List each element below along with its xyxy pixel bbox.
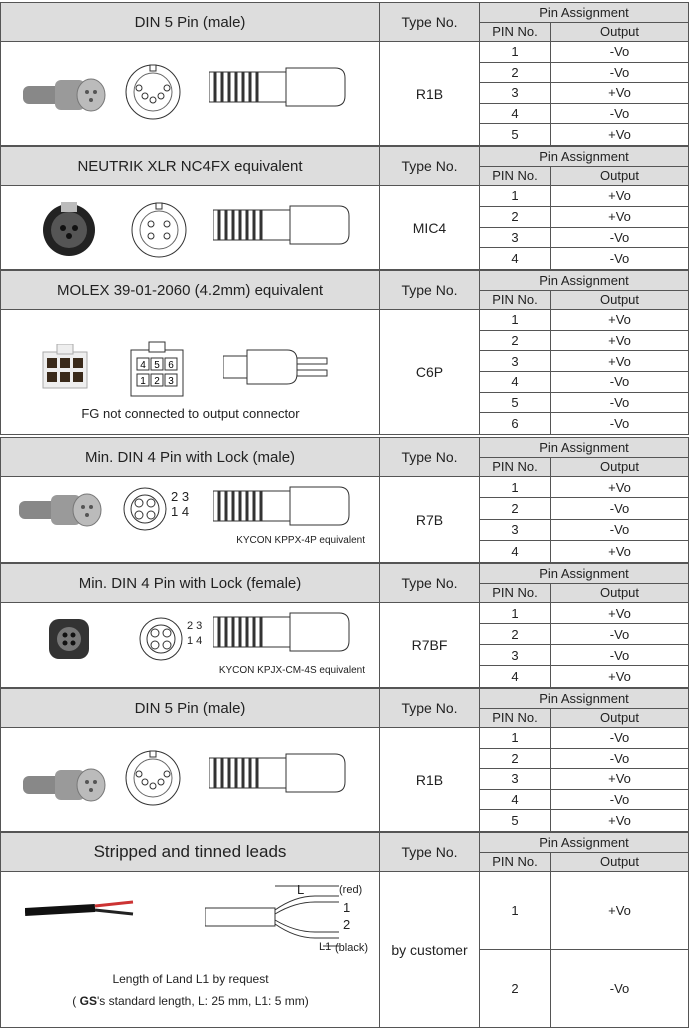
lead-label-L: L: [297, 882, 305, 897]
brand-mark: GS: [79, 994, 97, 1008]
pin-row: [480, 228, 688, 249]
pin-number: 2: [480, 331, 551, 351]
pin-number: 2: [480, 207, 551, 227]
pin-row: [480, 207, 688, 228]
pin-output: +Vo: [608, 669, 631, 684]
pin-output: -Vo: [609, 416, 630, 432]
pin-number: 3: [480, 769, 551, 789]
pin-no-header: PIN No.: [480, 853, 551, 872]
svg-text:2: 2: [154, 376, 160, 387]
pin-number: 1: [480, 728, 551, 748]
pin-row: [480, 63, 688, 84]
lead-label-L1: L1: [319, 941, 332, 953]
pin-number: 1: [480, 42, 551, 62]
pin-output: +Vo: [608, 332, 631, 348]
output-header: Output: [551, 584, 688, 603]
pin-row: [480, 520, 688, 541]
pin-output: +Vo: [608, 85, 631, 101]
pin-no-header: PIN No.: [480, 167, 551, 186]
pin-row: [480, 186, 688, 207]
pin-output: -Vo: [609, 980, 630, 996]
molex-section: [0, 270, 689, 435]
pin-output: +Vo: [608, 127, 631, 143]
svg-text:3: 3: [168, 376, 174, 387]
pin-number: 3: [480, 645, 551, 665]
pin-output: -Vo: [609, 64, 630, 80]
pin-output: -Vo: [609, 522, 630, 538]
pin-row: [480, 331, 688, 352]
mini-din4-female-section: [0, 563, 689, 688]
pin-output: -Vo: [609, 500, 630, 516]
lead-label-one: 1: [343, 900, 351, 915]
pin-output: -Vo: [609, 626, 630, 642]
output-header: Output: [551, 853, 688, 872]
type-no-header: Type No.: [380, 3, 480, 42]
pin-row: [480, 749, 688, 770]
type-no-value: R7B: [380, 477, 480, 562]
lead-note: Length of Land L1 by request: [112, 972, 269, 986]
pin-no-header: PIN No.: [480, 458, 551, 477]
pin-output: +Vo: [608, 543, 631, 559]
pin-no-header: PIN No.: [480, 291, 551, 310]
pin-row: [480, 810, 688, 831]
pin-number: 3: [480, 83, 551, 103]
svg-text:5: 5: [154, 360, 160, 371]
pin-no-header: PIN No.: [480, 584, 551, 603]
type-no-value: R7BF: [380, 603, 480, 687]
pin-output: -Vo: [609, 106, 630, 122]
pin-row: [480, 372, 688, 393]
pin-row: [480, 603, 688, 624]
svg-text:6: 6: [168, 360, 174, 371]
note-prefix: (: [72, 994, 80, 1008]
section-title: Min. DIN 4 Pin with Lock (female): [1, 564, 380, 603]
type-no-header: Type No.: [380, 147, 480, 186]
pin-assignment-header: Pin Assignment: [480, 147, 688, 167]
pin-number: 4: [480, 790, 551, 810]
pin-number: 1: [480, 310, 551, 330]
pin-number: 2: [480, 63, 551, 83]
pin-number: 3: [480, 520, 551, 540]
pin-row: [480, 728, 688, 749]
pin-row: [480, 104, 688, 125]
connector-note: FG not connected to output connector: [81, 406, 300, 421]
pin-number: 1: [480, 186, 551, 206]
pin-assignment-header: Pin Assignment: [480, 564, 688, 584]
pin-output: +Vo: [608, 813, 631, 829]
pin-number: 5: [480, 124, 551, 145]
connector-note: KYCON KPJX-CM-4S equivalent: [218, 665, 365, 676]
pin-output: -Vo: [609, 394, 630, 410]
pin-output: -Vo: [609, 792, 630, 808]
pin-number: 1: [480, 603, 551, 623]
section-title: NEUTRIK XLR NC4FX equivalent: [1, 147, 380, 186]
pin-number: 4: [480, 104, 551, 124]
pin-label-row: 1 4: [171, 504, 190, 519]
pin-rows: [1, 477, 688, 562]
pin-label-row: 2 3: [187, 620, 203, 632]
pin-number: 2: [480, 950, 551, 1028]
xlr-nc4fx-section: [0, 146, 689, 270]
pin-label-row: 1 4: [187, 635, 203, 647]
pin-output: +Vo: [608, 209, 631, 225]
type-no-header: Type No.: [380, 271, 480, 310]
pin-row: [480, 42, 688, 63]
section-title: MOLEX 39-01-2060 (4.2mm) equivalent: [1, 271, 380, 310]
pin-row: [480, 413, 688, 434]
output-header: Output: [551, 709, 688, 728]
pin-number: 3: [480, 228, 551, 248]
pin-output: -Vo: [609, 251, 630, 267]
pin-row: [480, 541, 688, 562]
type-no-header: Type No.: [380, 689, 480, 728]
pin-row: [480, 790, 688, 811]
pin-rows: [1, 186, 688, 269]
pin-row: [480, 666, 688, 687]
pin-output: -Vo: [609, 374, 630, 390]
pin-number: 4: [480, 372, 551, 392]
pin-output: +Vo: [608, 902, 631, 918]
pin-output: -Vo: [609, 730, 630, 746]
pin-row: [480, 393, 688, 414]
section-title: Stripped and tinned leads: [1, 833, 380, 872]
pin-number: 1: [480, 872, 551, 949]
svg-text:4: 4: [140, 360, 146, 371]
pin-output: -Vo: [609, 647, 630, 663]
type-no-header: Type No.: [380, 438, 480, 477]
connector-note: KYCON KPPX-4P equivalent: [236, 535, 365, 546]
pin-row: [480, 769, 688, 790]
section-title: DIN 5 Pin (male): [1, 689, 380, 728]
svg-text:1: 1: [140, 376, 146, 387]
pin-number: 5: [480, 810, 551, 831]
pin-row: [480, 248, 688, 269]
pin-output: +Vo: [608, 188, 631, 204]
pin-label-row: 2 3: [171, 489, 190, 504]
pin-output: -Vo: [609, 750, 630, 766]
pin-number: 3: [480, 351, 551, 371]
pin-row: [480, 83, 688, 104]
pin-rows: [1, 872, 688, 1027]
pin-row: [480, 950, 688, 1028]
pin-output: -Vo: [609, 44, 630, 60]
pin-row: [480, 477, 688, 498]
output-header: Output: [551, 458, 688, 477]
stripped-leads-section: [0, 832, 689, 1028]
pin-number: 5: [480, 393, 551, 413]
output-header: Output: [551, 23, 688, 42]
type-no-value: C6P: [380, 310, 480, 434]
pin-number: 2: [480, 624, 551, 644]
pin-output: +Vo: [608, 605, 631, 621]
pin-number: 4: [480, 248, 551, 269]
section-title: DIN 5 Pin (male): [1, 3, 380, 42]
type-no-value: by customer: [380, 872, 480, 1027]
pin-number: 4: [480, 666, 551, 687]
pin-number: 4: [480, 541, 551, 562]
pin-output: +Vo: [608, 353, 631, 369]
pin-assignment-header: Pin Assignment: [480, 271, 688, 291]
pin-assignment-header: Pin Assignment: [480, 438, 688, 458]
pin-no-header: PIN No.: [480, 709, 551, 728]
pin-number: 1: [480, 477, 551, 497]
pin-row: [480, 124, 688, 145]
lead-label-red: (red): [339, 884, 363, 896]
pin-row: [480, 310, 688, 331]
pin-row: [480, 624, 688, 645]
section-title: Min. DIN 4 Pin with Lock (male): [1, 438, 380, 477]
pin-number: 2: [480, 749, 551, 769]
pin-rows: [1, 728, 688, 831]
lead-label-black: (black): [335, 942, 369, 954]
pin-rows: [1, 42, 688, 145]
pin-output: +Vo: [608, 312, 631, 328]
type-no-header: Type No.: [380, 564, 480, 603]
pin-row: [480, 645, 688, 666]
type-no-header: Type No.: [380, 833, 480, 872]
output-header: Output: [551, 167, 688, 186]
pin-output: +Vo: [608, 479, 631, 495]
din5-male-section-2: [0, 688, 689, 832]
mini-din4-male-section: [0, 437, 689, 563]
din5-male-section: [0, 2, 689, 146]
type-no-value: R1B: [380, 42, 480, 145]
pin-assignment-header: Pin Assignment: [480, 833, 688, 853]
pin-no-header: PIN No.: [480, 23, 551, 42]
pin-row: [480, 351, 688, 372]
pin-assignment-header: Pin Assignment: [480, 689, 688, 709]
type-no-value: MIC4: [380, 186, 480, 269]
pin-rows: [1, 603, 688, 687]
pin-assignment-header: Pin Assignment: [480, 3, 688, 23]
pin-number: 6: [480, 413, 551, 434]
pin-row: [480, 872, 688, 950]
note-suffix: 's standard length, L: 25 mm, L1: 5 mm): [96, 994, 309, 1008]
pin-output: -Vo: [609, 229, 630, 245]
lead-label-two: 2: [343, 917, 351, 932]
output-header: Output: [551, 291, 688, 310]
pin-number: 2: [480, 498, 551, 518]
pin-row: [480, 498, 688, 519]
pin-output: +Vo: [608, 771, 631, 787]
type-no-value: R1B: [380, 728, 480, 831]
pin-rows: [1, 310, 688, 434]
